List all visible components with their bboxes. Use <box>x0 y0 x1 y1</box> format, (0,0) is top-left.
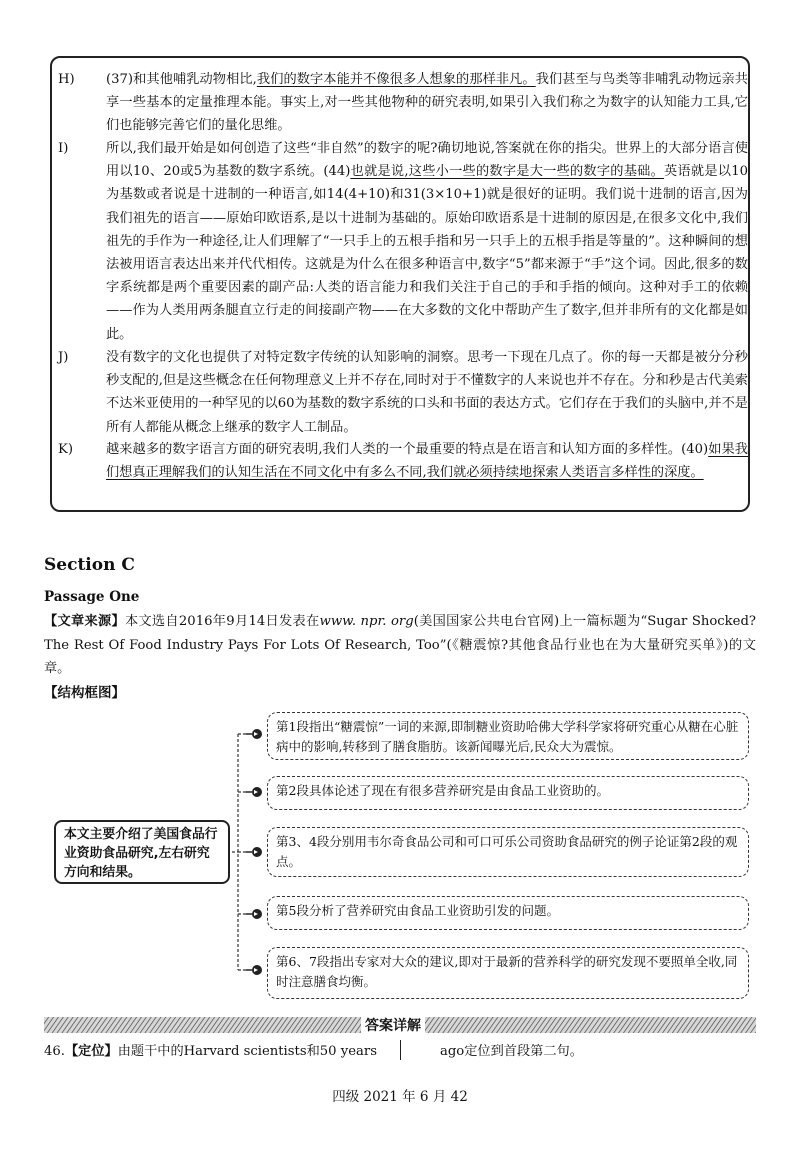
answer-line-right: ago定位到首段第二句。 <box>440 1044 583 1059</box>
arrow-circle-icon <box>245 843 263 861</box>
structure-branch: 第6、7段指出专家对大众的建议,即对于最新的营养科学的研究发现不要照单全收,同时注意膳食均衡。 <box>267 947 749 999</box>
structure-branch: 第5段分析了营养研究由食品工业资助引发的问题。 <box>267 896 749 930</box>
structure-branch: 第2段具体论述了现在有很多营养研究是由食品工业资助的。 <box>267 776 749 810</box>
underlined-answer: 也就是说,这些小一些的数字是大一些的数字的基础。 <box>350 164 665 180</box>
underlined-answer: 如果我们想真正理解我们的认知生活在不同文化中有多么不同,我们就必须持续地探索人类语言多样性的深度。 <box>106 442 748 481</box>
source-text: (美国国家公共电台官网)上一篇标题为“Sugar Shocked? The Rest Of Food Industry Pays For Lots Of Research, Too”(《糖震惊?其他食品行业也在为大量研究买单》)的文章。 <box>44 614 756 676</box>
source-label: 【文章来源】 <box>44 614 125 629</box>
text-segment: 没有数字的文化也提供了对特定数字传统的认知影响的洞察。思考一下现在几点了。你的每一天都是被分分秒秒支配的,但是这些概念在任何物理意义上并不存在,同时对于不懂数字的人来说也并不存在。分和秒是古代美索不达米亚使用的一种罕见的以60为基数的数字系统的口头和书面的表达方式。它们存在于我们的头脑中,并不是所有人都能从概念上继承的数字人工制品。 <box>106 350 748 435</box>
passage-title: Passage One <box>44 589 140 605</box>
underlined-answer: 我们的数字本能并不像很多人想象的那样非凡。 <box>256 72 536 87</box>
text-segment: 越来越多的数字语言方面的研究表明,我们人类的一个最重要的特点是在语言和认知方面的多样性。(40) <box>106 442 709 457</box>
structure-label: 【结构框图】 <box>44 685 125 701</box>
structure-branch: 第1段指出“糖震惊”一词的来源,即制糖业资助哈佛大学科学家将研究重心从糖在心脏病中的影响,转移到了膳食脂肪。该新闻曝光后,民众大为震惊。 <box>267 712 749 760</box>
arrow-circle-icon <box>245 905 263 923</box>
paragraph-label: H) <box>58 72 75 87</box>
text-segment: 我们甚至与鸟类等非哺乳动物远亲共享一些基本的定量推理本能。事实上,对一些其他物种的研究表明,如果引入我们称之为数字的认知能力工具,它们也能够完善它们的量化思维。 <box>106 72 748 134</box>
column-divider <box>400 1040 401 1060</box>
main-summary-box: 本文主要介绍了美国食品行业资助食品研究,左右研究方向和结果。 <box>54 820 230 884</box>
arrow-circle-icon <box>245 725 263 743</box>
answer-tag: 【定位】 <box>64 1044 118 1059</box>
paragraph-label: I) <box>58 141 69 156</box>
answer-banner-title: 答案详解 <box>361 1015 425 1035</box>
structure-branch: 第3、4段分别用韦尔奇食品公司和可口可乐公司资助食品研究的例子论证第2段的观点。 <box>267 827 749 877</box>
source-site: www. npr. org <box>319 614 414 629</box>
question-number: 46. <box>44 1044 65 1059</box>
page-footer: 四级 2021 年 6 月 42 <box>332 1089 468 1105</box>
answer-line-left <box>44 1040 377 1059</box>
paragraph-label: K) <box>58 442 73 457</box>
text-segment: (37)和其他哺乳动物相比, <box>106 72 257 87</box>
text-segment: 所以,我们最开始是如何创造了这些“非自然”的数字的呢?确切地说,答案就在你的指尖。世界上的大部分语言使用以10、20或5为基数的数字系统。(44) <box>106 141 748 180</box>
answer-text: 由题干中的Harvard scientists和50 years <box>117 1044 377 1059</box>
arrow-circle-icon <box>245 961 263 979</box>
text-segment: 英语就是以10为基数或者说是十进制的一种语言,如14(4+10)和31(3×10+1)就是很好的证明。我们说十进制的语言,因为我们祖先的语言——原始印欧语系,是以十进制为基础的。原始印欧语系是十进制的原因是,在很多文化中,我们祖先的手作为一种途径,让人们理解了“一只手上的五根手指和另一只手上的五根手指是等量的”。这种瞬间的想法被用语言表达出来并代代相传。这就是为什么在很多种语言中,数字“5”都来源于“手”这个词。因此,很多的数字系统都是两个重要因素的副产品:人类的语言能力和我们关注于自己的手和手指的倾向。这种对手工的依赖——作为人类用两条腿直立行走的间接副产物——在大多数的文化中帮助产生了数字,但并非所有的文化都是如此。 <box>106 164 748 342</box>
paragraph-label: J) <box>58 350 69 365</box>
source-text: 本文选自2016年9月14日发表在 <box>124 614 320 629</box>
arrow-circle-icon <box>245 783 263 801</box>
section-title: Section C <box>44 555 135 575</box>
